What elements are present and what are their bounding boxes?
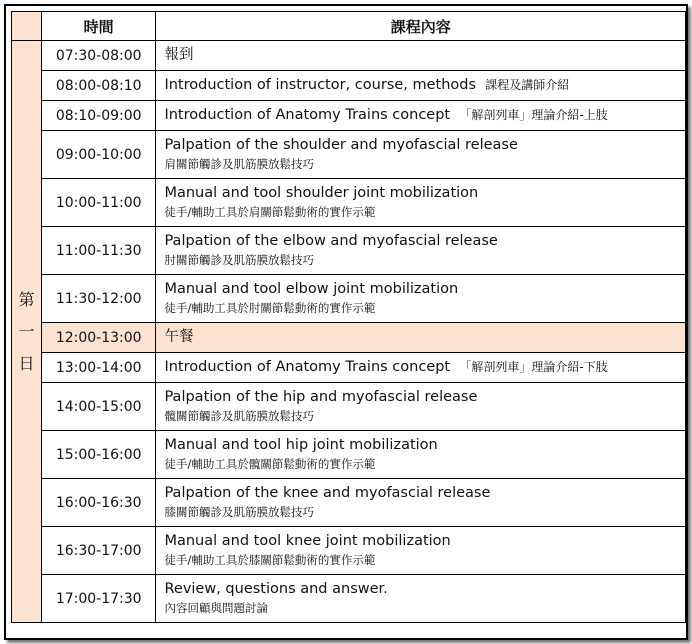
table-row [12,179,686,227]
time-cell: 11:30-12:00 [41,275,156,323]
course-en: Manual and tool shoulder joint mobilization [164,185,479,201]
course-zh: 肘關節觸診及肌筋膜放鬆技巧 [164,253,314,267]
day-char: 一 [18,321,35,341]
course-zh: 徒手/輔助工具於髖關節鬆動術的實作示範 [164,457,376,471]
day-char: 第 [18,289,35,309]
content-cell [156,41,686,71]
course-zh: 膝關節觸診及肌筋膜放鬆技巧 [164,505,314,519]
table-row [12,575,686,623]
content-cell [156,71,686,101]
table-row [12,71,686,101]
course-en: Manual and tool hip joint mobilization [164,437,438,453]
content-cell [156,101,686,131]
time-cell: 07:30-08:00 [41,41,156,71]
content-cell [156,353,686,383]
header-course: 課程內容 [156,12,686,41]
course-zh: 內容回顧與問題討論 [164,601,268,615]
day-label [12,41,42,623]
table-row [12,383,686,431]
table-row [12,431,686,479]
course-en: Palpation of the hip and myofascial release [164,389,478,405]
course-en: Palpation of the knee and myofascial release [164,485,491,501]
table-row [12,131,686,179]
content-cell [156,323,686,353]
course-en: Introduction of Anatomy Trains concept [164,359,451,375]
content-cell [156,275,686,323]
course-zh: 報到 [164,47,194,63]
course-en: Review, questions and answer. [164,581,388,597]
content-cell [156,575,686,623]
time-cell: 16:30-17:00 [41,527,156,575]
course-zh: 徒手/輔助工具於肘關節鬆動術的實作示範 [164,301,376,315]
table-row [12,479,686,527]
course-zh: 肩關節觸診及肌筋膜放鬆技巧 [164,157,314,171]
table-row [12,527,686,575]
table-row [12,275,686,323]
time-cell: 16:00-16:30 [41,479,156,527]
table-row [12,41,686,71]
header-time: 時間 [41,12,156,41]
time-cell: 10:00-11:00 [41,179,156,227]
time-cell: 14:00-15:00 [41,383,156,431]
schedule-table [11,11,686,623]
table-row-lunch [12,323,686,353]
time-cell: 08:00-08:10 [41,71,156,101]
course-en: Introduction of Anatomy Trains concept [164,107,451,123]
content-cell [156,479,686,527]
table-row [12,353,686,383]
course-zh: 課程及講師介紹 [485,78,570,92]
course-zh: 髖關節觸診及肌筋膜放鬆技巧 [164,409,314,423]
course-en: Palpation of the shoulder and myofascial release [164,137,518,153]
table-row [12,227,686,275]
course-zh: 徒手/輔助工具於肩關節鬆動術的實作示範 [164,205,376,219]
content-cell [156,179,686,227]
course-en: Manual and tool elbow joint mobilization [164,281,459,297]
course-zh: 午餐 [164,329,194,345]
schedule-frame [4,4,688,640]
time-cell: 08:10-09:00 [41,101,156,131]
day-char: 日 [18,353,35,373]
time-cell: 11:00-11:30 [41,227,156,275]
content-cell [156,227,686,275]
content-cell [156,383,686,431]
table-row [12,101,686,131]
content-cell [156,131,686,179]
time-cell: 12:00-13:00 [41,323,156,353]
course-zh: 「解剖列車」理論介紹-下肢 [459,360,608,374]
course-en: Introduction of instructor, course, methods [164,77,477,93]
course-en: Manual and tool knee joint mobilization [164,533,451,549]
time-cell: 13:00-14:00 [41,353,156,383]
time-cell: 17:00-17:30 [41,575,156,623]
course-en: Palpation of the elbow and myofascial release [164,233,498,249]
content-cell [156,527,686,575]
time-cell: 09:00-10:00 [41,131,156,179]
header-row [12,12,686,41]
header-corner [12,12,42,41]
content-cell [156,431,686,479]
time-cell: 15:00-16:00 [41,431,156,479]
course-zh: 「解剖列車」理論介紹-上肢 [459,108,608,122]
course-zh: 徒手/輔助工具於膝關節鬆動術的實作示範 [164,553,376,567]
